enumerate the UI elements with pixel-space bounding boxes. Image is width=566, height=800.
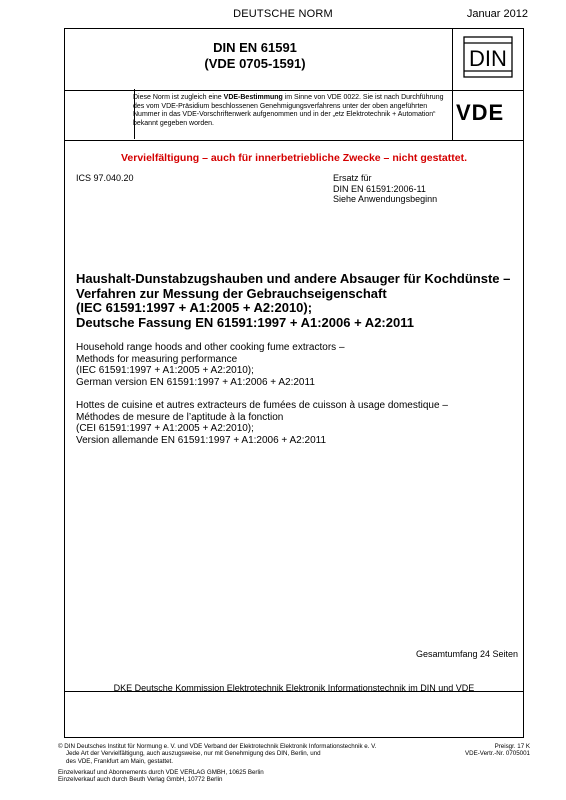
publication-date: Januar 2012: [466, 8, 528, 20]
document-type: DEUTSCHE NORM: [233, 8, 333, 20]
ics-code: ICS 97.040.20: [76, 173, 134, 183]
vde-note: Diese Norm ist zugleich eine VDE-Bestimmung im Sinne von VDE 0022. Sie ist nach Durchführung des vom VDE-Präsidium beschlossenen Genehmigungsverfahrens unter der oben angeführten Nummer in das VDE-Vorschriftenwerk aufgenommen und in der „etz Elektrotechnik + Automation“ bekannt gegeben worden.: [133, 94, 444, 127]
divider: [65, 140, 523, 141]
dke-committee: DKE Deutsche Kommission Elektrotechnik Elektronik Informationstechnik im DIN und VDE: [113, 683, 475, 693]
title-german: Haushalt-Dunstabzugshauben und andere Absauger für Kochdünste – Verfahren zur Messung der Gebrauchseigenschaft (IEC 61591:1997 + A1:2005 + A2:2010); Deutsche Fassung EN 61591:1997 + A1:2006 + A2:2011: [76, 271, 511, 330]
vde-logo: VDE: [456, 100, 505, 125]
replacement-info: Ersatz für DIN EN 61591:2006-11 Siehe Anwendungsbeginn: [333, 173, 438, 204]
total-pages: Gesamtumfang 24 Seiten: [415, 649, 518, 659]
copyright-notice: © DIN Deutsches Institut für Normung e. V. und VDE Verband der Elektrotechnik Elektronik Informationstechnik e. V. Jede Art der Vervielfältigung, auch auszugsweise, nur mit Genehmigung des DIN, Berlin, und des VDE, Frankfurt am Main, gestattet.: [58, 743, 377, 765]
logo-column-divider: [452, 29, 453, 140]
din-logo: [456, 33, 520, 83]
svg-text:DIN: DIN: [469, 46, 507, 71]
sales-info: Einzelverkauf und Abonnements durch VDE VERLAG GMBH, 10625 Berlin Einzelverkauf auch durch Beuth Verlag GmbH, 10772 Berlin: [58, 769, 264, 784]
standard-number-block: [64, 40, 446, 72]
vde-classification: (VDE 0705-1591): [204, 56, 306, 71]
standard-number: DIN EN 61591: [213, 40, 297, 55]
price-info: Preisgr. 17 K VDE-Vertr.-Nr. 0705001: [465, 743, 530, 758]
reproduction-warning: Vervielfältigung – auch für innerbetriebliche Zwecke – nicht gestattet.: [120, 152, 467, 164]
title-french: Hottes de cuisine et autres extracteurs de fumées de cuisson à usage domestique – Méthodes de mesure de l’aptitude à la fonction (CEI 61591:1997 + A1:2005 + A2:2010); Version allemande EN 61591:1997 + A1:2006 + A2:2011: [76, 400, 448, 446]
note-margin: [64, 89, 135, 139]
title-english: Household range hoods and other cooking fume extractors – Methods for measuring performance (IEC 61591:1997 + A1:2005 + A2:2010); German version EN 61591:1997 + A1:2006 + A2:2011: [76, 342, 345, 388]
vde-bestimmung: VDE-Bestimmung: [223, 94, 283, 101]
